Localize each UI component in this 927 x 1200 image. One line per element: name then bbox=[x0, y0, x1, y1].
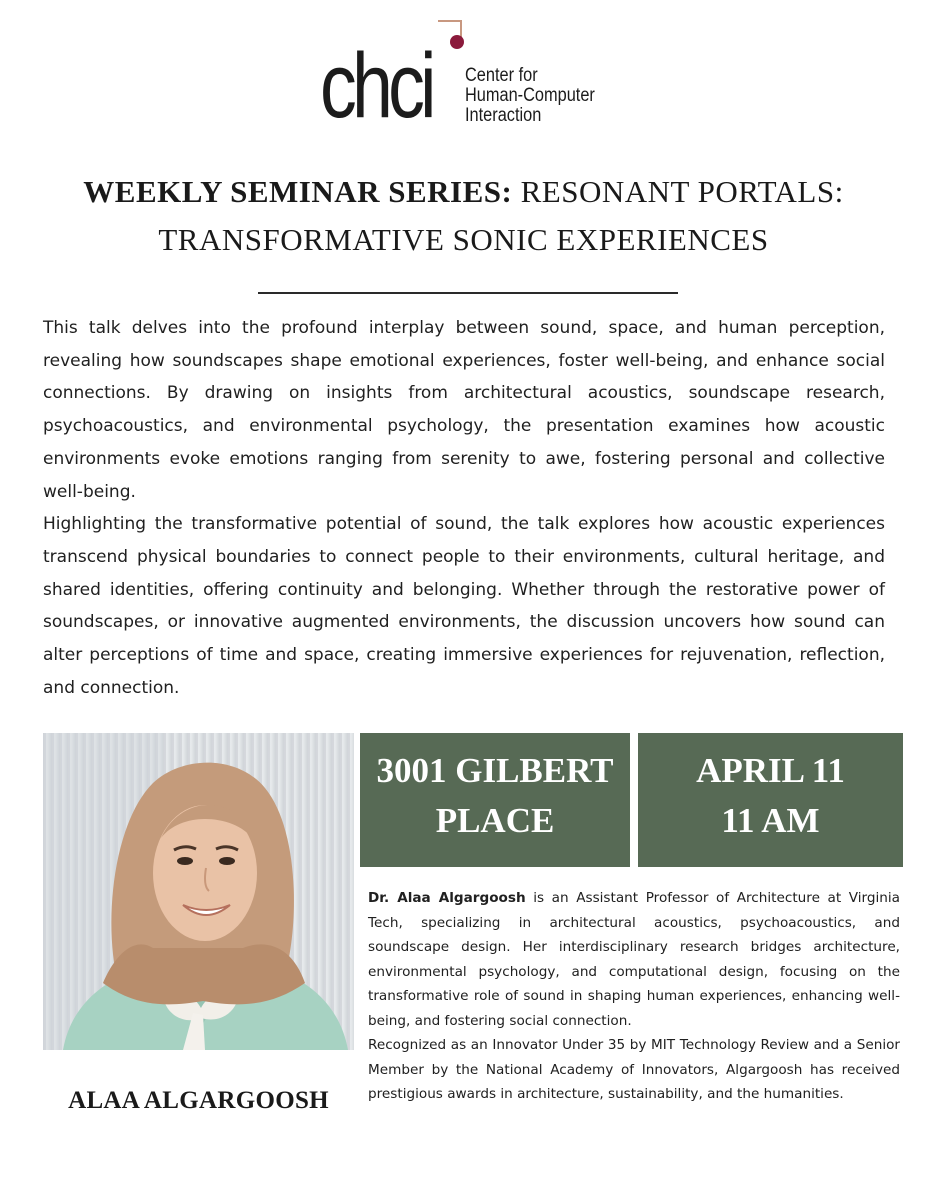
datetime-box bbox=[638, 733, 903, 867]
logo-corner-accent bbox=[438, 20, 462, 22]
event-time: 11 AM bbox=[721, 801, 820, 840]
box-divider bbox=[631, 733, 636, 867]
logo-line-2: Human-Computer bbox=[465, 85, 595, 106]
title-series: WEEKLY SEMINAR SERIES: bbox=[83, 174, 513, 209]
title-divider bbox=[258, 292, 678, 294]
speaker-name: ALAA ALGARGOOSH bbox=[68, 1087, 329, 1114]
seminar-title bbox=[0, 168, 927, 264]
logo-text bbox=[465, 66, 595, 126]
title-topic-part1: RESONANT PORTALS: bbox=[520, 174, 844, 209]
location-line-2: PLACE bbox=[435, 801, 555, 840]
bio-text: is an Assistant Professor of Architecture at Virginia Tech, specializing in architectural acoustics, psychoacoustics, and soundscape design. Her interdisciplinary research bridges architecture, environmental psychology, and computational design, focusing on the transformative role of sound in shaping human experiences, enhancing well-being, and fostering social connection. bbox=[368, 890, 900, 1029]
description-paragraph-1: This talk delves into the profound interplay between sound, space, and human perception, revealing how soundscapes shape emotional experiences, foster well-being, and enhance social connections. By drawing on insights from architectural acoustics, soundscape research, psychoacoustics, and environmental psychology, the presentation examines how acoustic environments evoke emotions ranging from serenity to awe, fostering personal and collective well-being. bbox=[43, 318, 885, 502]
location-box bbox=[360, 733, 630, 867]
speaker-bio bbox=[368, 886, 900, 1107]
speaker-photo bbox=[43, 733, 354, 1050]
location-line-1: 3001 GILBERT bbox=[376, 751, 614, 790]
logo-line-1: Center for bbox=[465, 65, 538, 86]
bio-speaker-name: Dr. Alaa Algargoosh bbox=[368, 890, 526, 906]
title-line-2: TRANSFORMATIVE SONIC EXPERIENCES bbox=[158, 222, 769, 257]
event-date: APRIL 11 bbox=[696, 751, 845, 790]
logo-line-3: Interaction bbox=[465, 105, 542, 126]
title-line-1 bbox=[0, 168, 927, 216]
bio-paragraph-2: Recognized as an Innovator Under 35 by MIT Technology Review and a Senior Member by the National Academy of Innovators, Algargoosh has received prestigious awards in architecture, sustainability, and the humanities. bbox=[368, 1037, 900, 1102]
logo-wordmark: chci bbox=[320, 35, 432, 137]
logo-dot bbox=[450, 35, 464, 49]
chci-logo bbox=[320, 18, 620, 137]
description-paragraph-2: Highlighting the transformative potential of sound, the talk explores how acoustic experiences transcend physical boundaries to connect people to their environments, cultural heritage, and shared identities, offering continuity and belonging. Whether through the restorative power of soundscapes, or innovative augmented environments, the discussion uncovers how sound can alter perceptions of time and space, creating immersive experiences for rejuvenation, reflection, and connection. bbox=[43, 514, 885, 698]
talk-description bbox=[43, 312, 885, 704]
bio-paragraph-1 bbox=[368, 886, 900, 1033]
